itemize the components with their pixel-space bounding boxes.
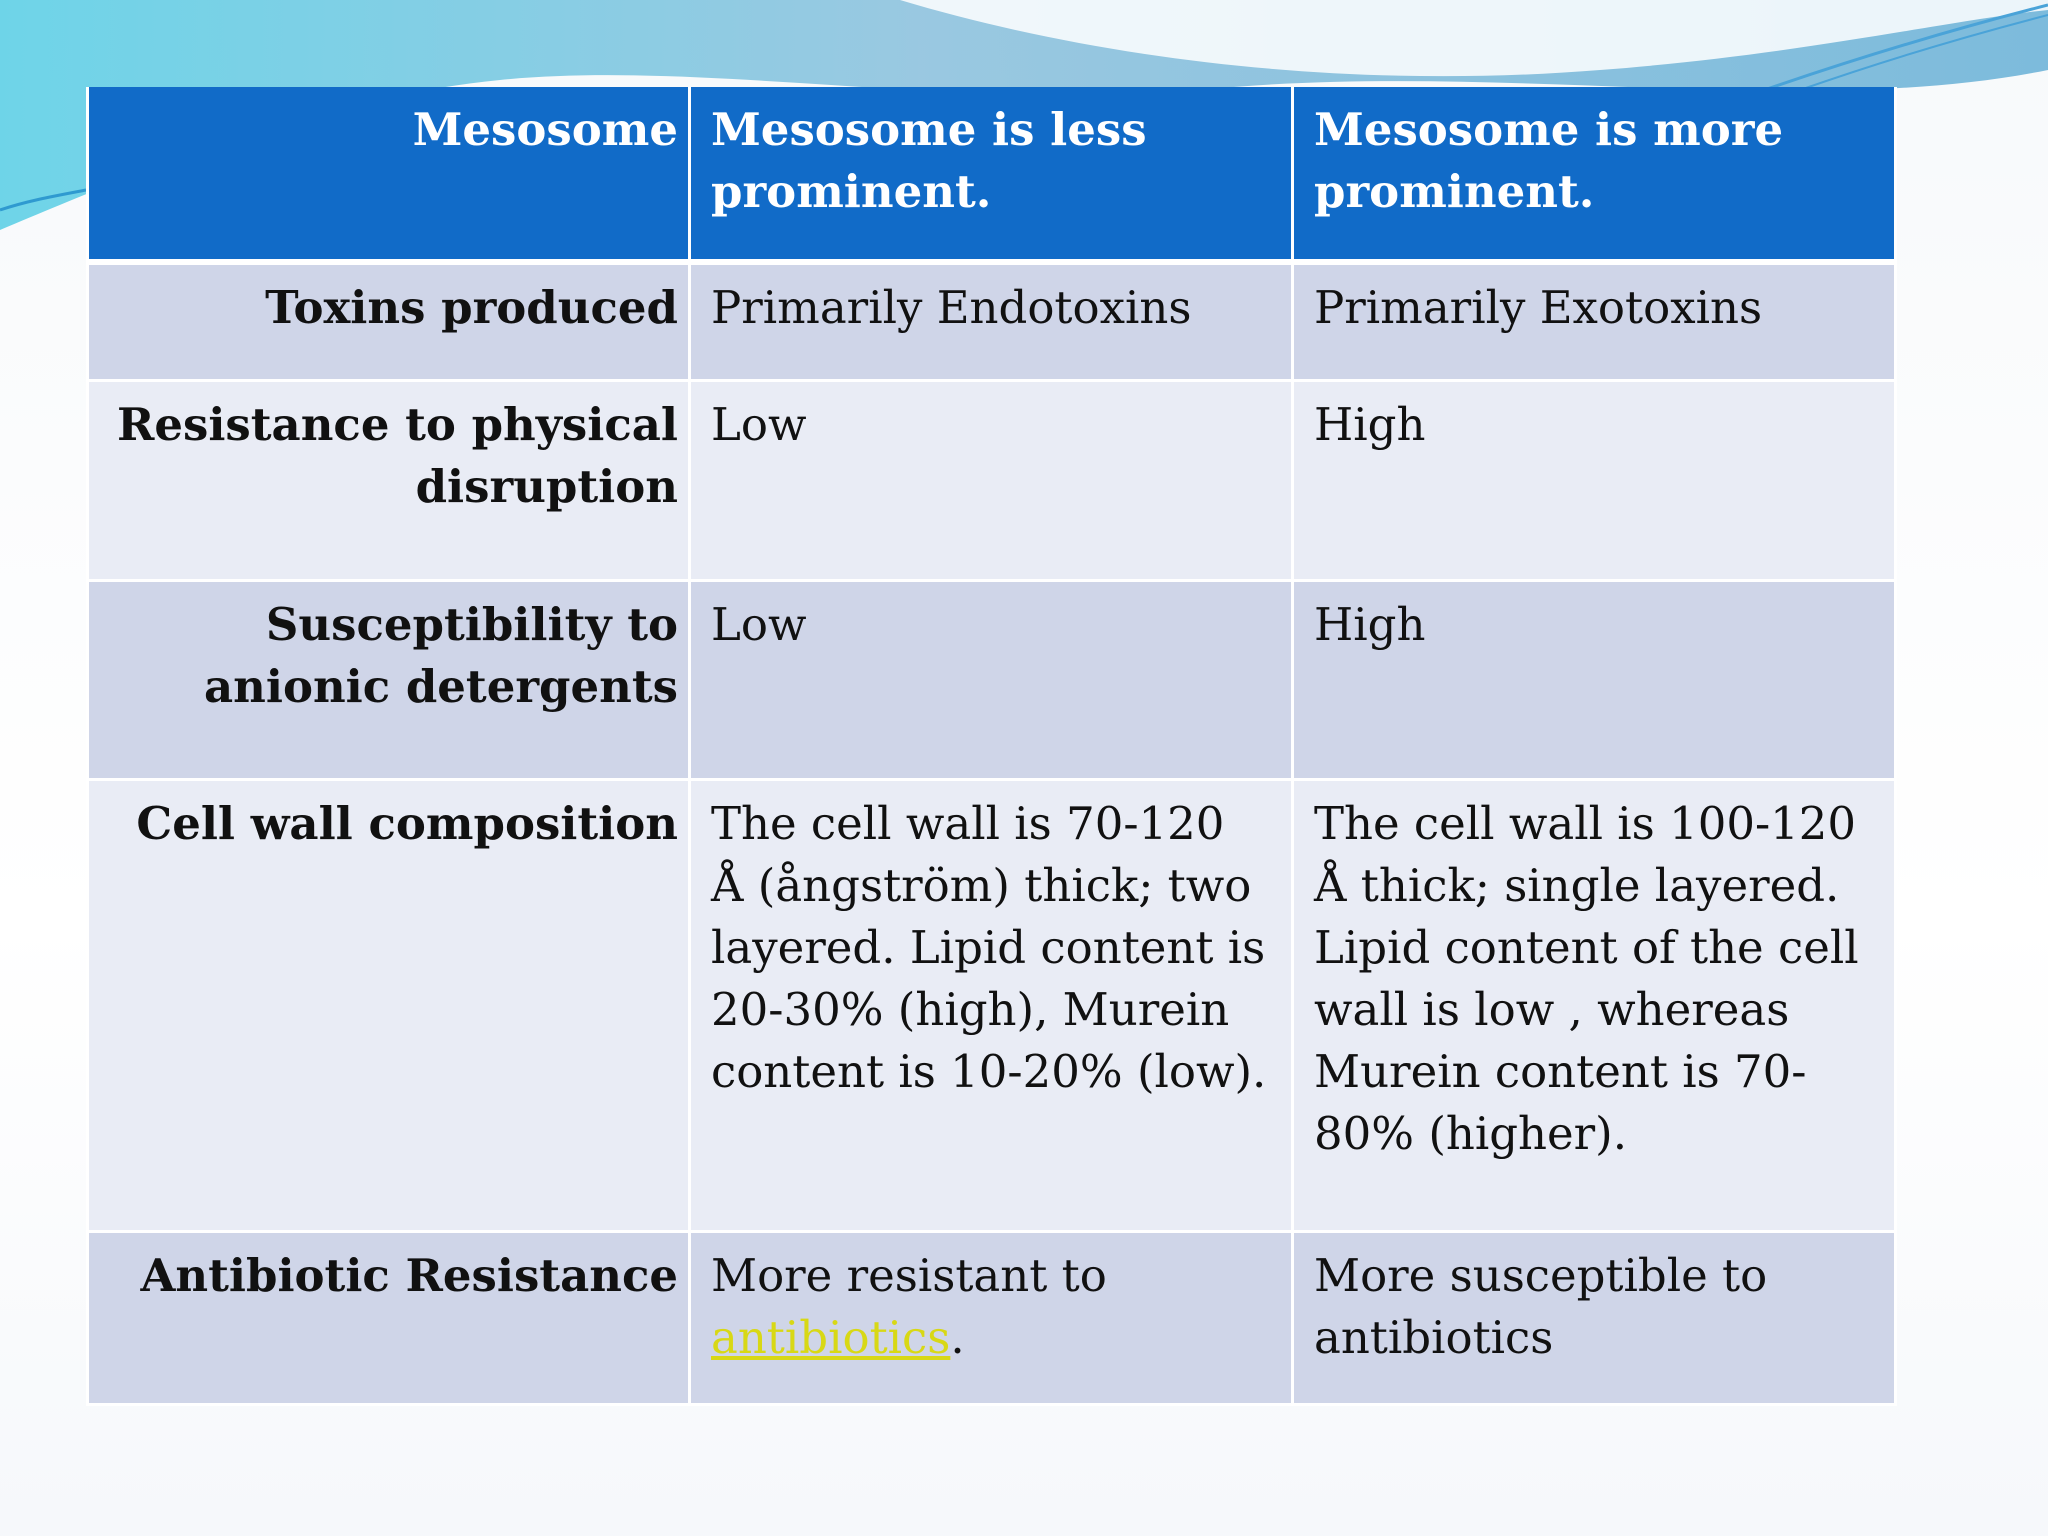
table-row [88,262,1896,381]
header-more-prominent: Mesosome is more prominent. [1293,87,1896,262]
cell-more: The cell wall is 100-120 Å thick; single layered. Lipid content of the cell wall is low , whereas Murein content is 70-80% (higher). [1293,780,1896,1232]
row-label: Toxins produced [88,262,690,381]
row-label: Susceptibility to anionic detergents [88,581,690,780]
row-label: Cell wall composition [88,780,690,1232]
row-label: Resistance to physical disruption [88,381,690,581]
cell-less: The cell wall is 70-120 Å (ångström) thick; two layered. Lipid content is 20-30% (high), Murein content is 10-20% (low). [690,780,1293,1232]
cell-more: High [1293,381,1896,581]
row-label: Antibiotic Resistance [88,1232,690,1405]
cell-more: Primarily Exotoxins [1293,262,1896,381]
antibiotics-link[interactable]: antibiotics [711,1311,951,1364]
cell-less-suffix: . [950,1311,965,1364]
table-row [88,780,1896,1232]
comparison-table [86,87,1897,1406]
cell-more: High [1293,581,1896,780]
cell-less: Low [690,581,1293,780]
header-less-prominent: Mesosome is less prominent. [690,87,1293,262]
cell-more: More susceptible to antibiotics [1293,1232,1896,1405]
table-header-row [88,87,1896,262]
cell-less [690,1232,1293,1405]
table-row [88,381,1896,581]
table-row [88,581,1896,780]
cell-less: Low [690,381,1293,581]
header-mesosome: Mesosome [88,87,690,262]
table-row [88,1232,1896,1405]
cell-less: Primarily Endotoxins [690,262,1293,381]
cell-less-prefix: More resistant to [711,1249,1107,1302]
